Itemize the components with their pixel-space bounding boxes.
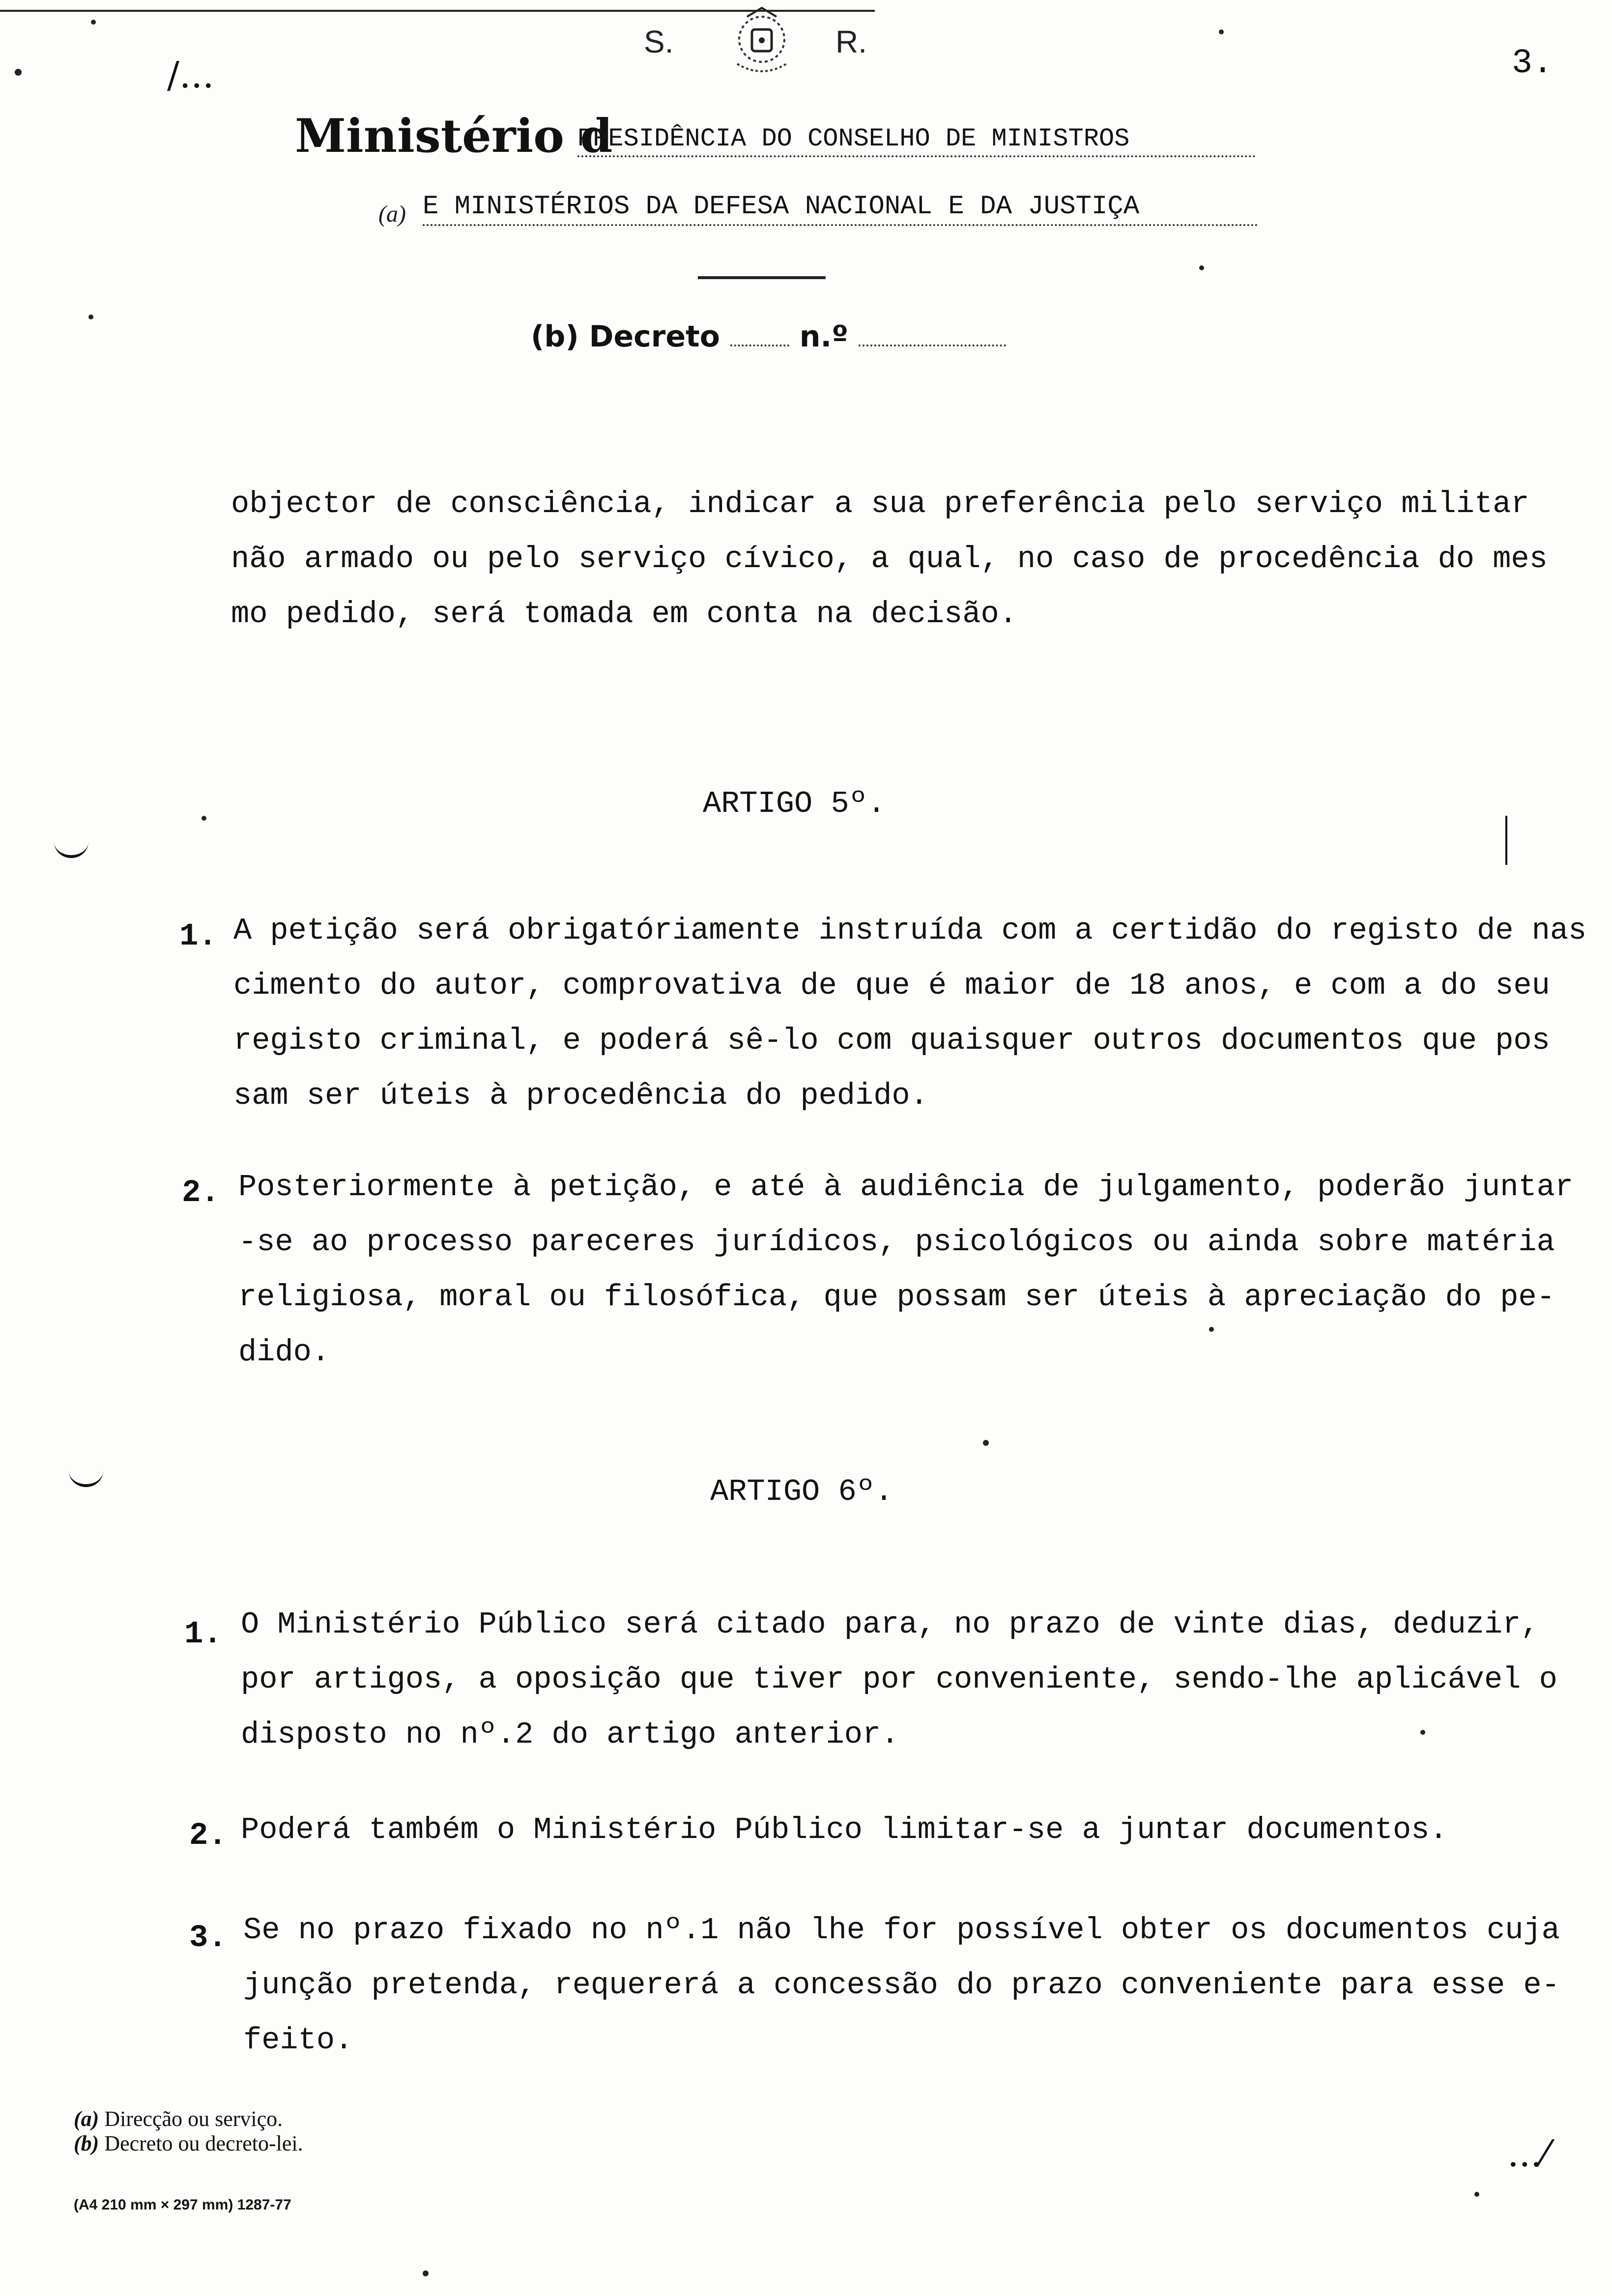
text-line: dido. [238,1335,330,1370]
article-5-item-2 [238,1160,1573,1380]
decree-prefix: (b) Decreto [531,319,720,354]
continuation-start-mark: /... [167,54,214,96]
ministry-name-field: PRESIDÊNCIA DO CONSELHO DE MINISTROS [577,123,1256,157]
item-number: 2. [182,1176,220,1211]
item-number: 1. [184,1617,222,1652]
continuation-end-mark: ...⁄ [1507,2133,1548,2175]
scan-speck [15,69,22,76]
article-6-item-3 [243,1903,1560,2068]
item-number: 2. [189,1818,227,1854]
text-line: A petição será obrigatóriamente instruída com a certidão do registo de nas [233,913,1587,948]
scan-speck [1420,1730,1425,1735]
scan-speck [423,2270,429,2276]
text-line: mo pedido, será tomada em conta na decisão. [231,597,1017,631]
scan-speck [91,20,96,25]
text-line: sam ser úteis à procedência do pedido. [233,1078,928,1113]
text-line: junção pretenda, requererá a concessão do prazo conveniente para esse e- [243,1968,1560,2003]
sr-left-letter: S. [644,24,674,59]
scan-mark [1505,816,1507,865]
coat-of-arms-icon [718,5,806,79]
scan-mark [54,826,88,858]
scan-speck [88,315,93,319]
scan-speck [202,816,206,821]
text-line: -se ao processo pareceres jurídicos, psicológicos ou ainda sobre matéria [238,1225,1555,1260]
text-line: religiosa, moral ou filosófica, que possam ser úteis à apreciação do pe- [238,1280,1555,1315]
decree-line [531,319,1006,354]
text-line: Se no prazo fixado no nº.1 não lhe for possível obter os documentos cuja [243,1913,1560,1948]
scan-mark [69,1455,103,1487]
page-number: 3. [1511,44,1553,83]
text-line: por artigos, a oposição que tiver por conveniente, sendo-lhe aplicável o [241,1662,1557,1697]
scan-speck [983,1440,989,1446]
item-number: 3. [189,1921,227,1956]
intro-paragraph [231,477,1548,642]
text-line: disposto no nº.2 do artigo anterior. [241,1717,899,1752]
text-line: não armado ou pelo serviço cívico, a qual, no caso de procedência do mes [231,542,1548,576]
footnote-b-text: Decreto ou decreto-lei. [104,2131,303,2155]
text-line: Poderá também o Ministério Público limitar-se a juntar documentos. [241,1812,1448,1847]
ministry-label: Ministério d [295,109,613,163]
decree-number-label: n.º [799,319,849,354]
article-6-item-2 [241,1803,1448,1858]
article-6-heading: ARTIGO 6º. [710,1474,893,1509]
form-code: (A4 210 mm × 297 mm) 1287-77 [74,2197,291,2213]
article-6-item-1 [241,1597,1557,1762]
footnote-a-marker: (a) [378,201,406,227]
scan-speck [1474,2192,1479,2197]
article-5-heading: ARTIGO 5º. [703,786,886,821]
text-line: cimento do autor, comprovativa de que é maior de 18 anos, e com a do seu [233,968,1550,1003]
sr-right-letter: R. [835,24,867,59]
header-separator [698,276,826,279]
article-5-item-1 [233,903,1586,1123]
decree-blank [730,325,789,346]
footnote-a-text: Direcção ou serviço. [104,2107,283,2131]
text-line: Posteriormente à petição, e até à audiência de julgamento, poderão juntar [238,1170,1574,1205]
footnote-a-label: (a) [74,2107,99,2131]
decree-number-blank [859,325,1006,346]
text-line: O Ministério Público será citado para, no prazo de vinte dias, deduzir, [241,1607,1539,1642]
footnote-a [74,2106,283,2131]
text-line: objector de consciência, indicar a sua preferência pelo serviço militar [231,487,1529,521]
item-number: 1. [179,919,217,954]
ministry-line-2-field: E MINISTÉRIOS DA DEFESA NACIONAL E DA JUSTIÇA [423,190,1258,226]
scan-speck [1219,29,1224,34]
footnote-b [74,2131,303,2156]
text-line: feito. [243,2023,353,2058]
scan-speck [1209,1327,1214,1332]
footnote-b-label: (b) [74,2131,99,2155]
text-line: registo criminal, e poderá sê-lo com quaisquer outros documentos que pos [233,1023,1550,1058]
scan-speck [1199,265,1204,270]
